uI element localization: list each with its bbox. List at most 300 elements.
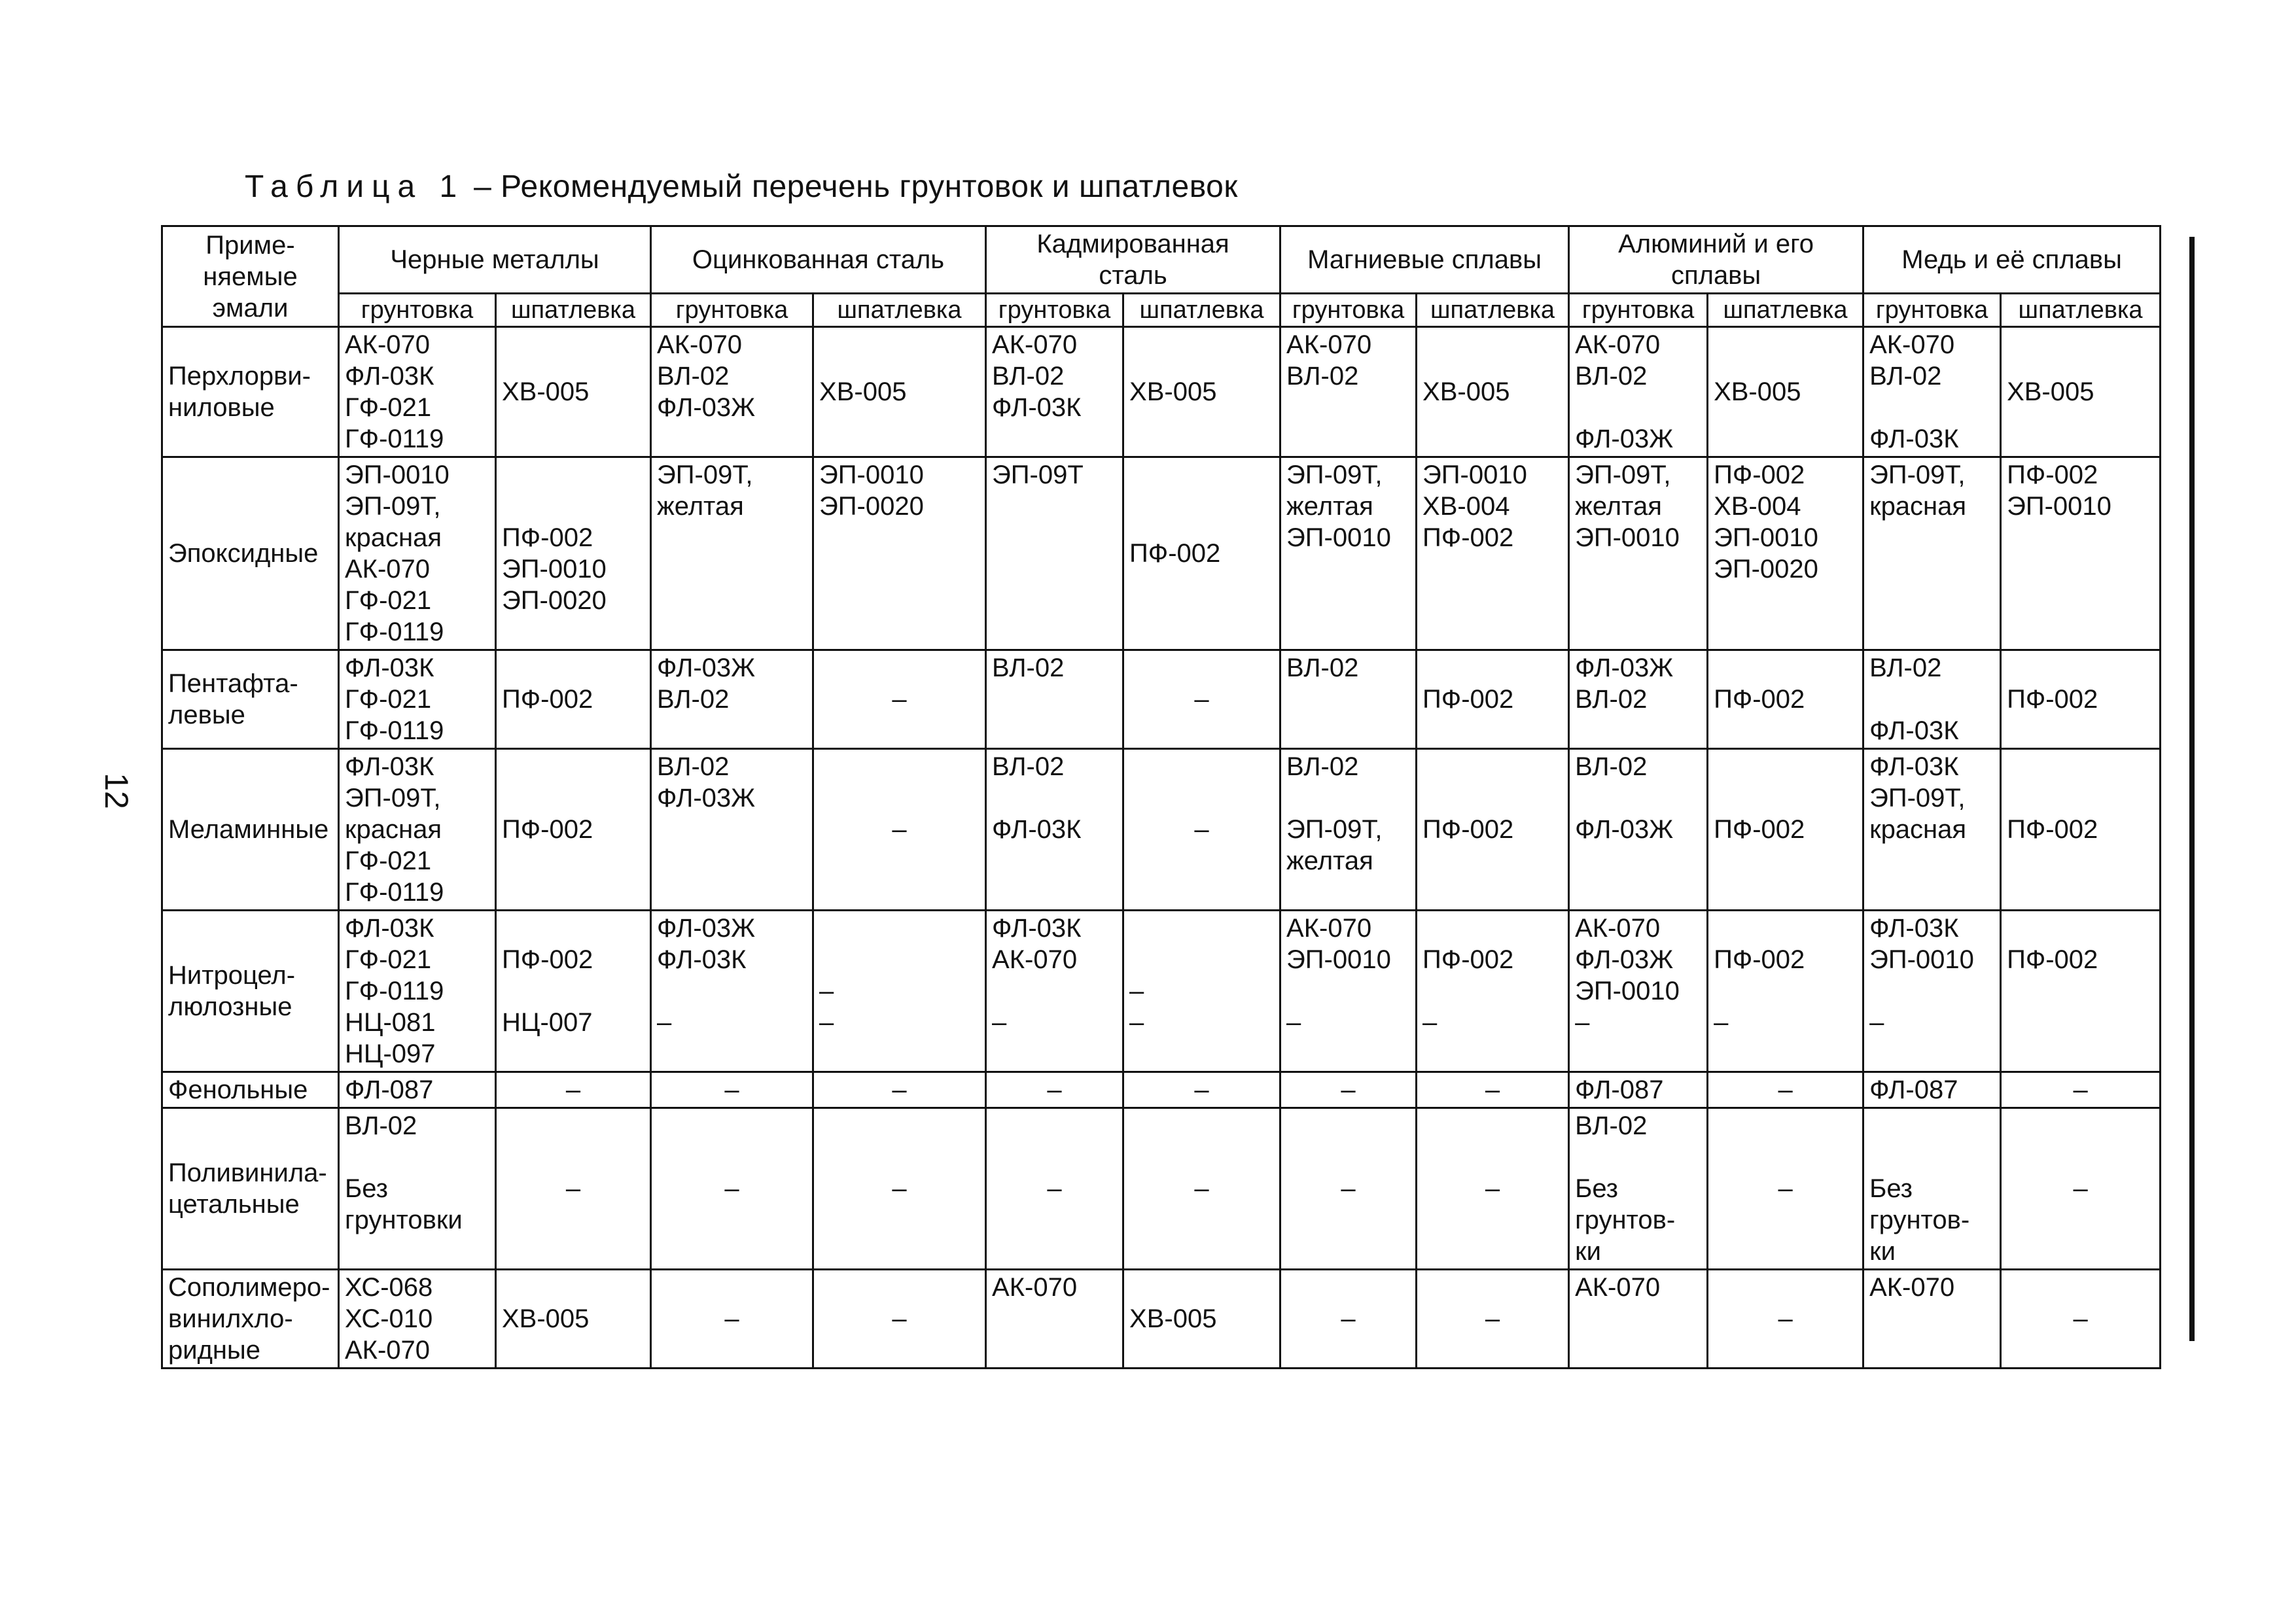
- putty-cell: [2001, 1270, 2161, 1369]
- cell-line: ЭП-09Т,: [1286, 461, 1383, 489]
- cell-line: ПФ-002: [1714, 461, 1805, 489]
- cell-line: Медь и её сплавы: [1901, 245, 2122, 274]
- enamel-name: [162, 749, 339, 911]
- cell-line: эмали: [212, 293, 289, 323]
- cell-line: ХВ-004: [1714, 492, 1801, 521]
- putty-cell: [1708, 650, 1863, 749]
- line-gap: [1714, 913, 1857, 944]
- putty-cell: [813, 457, 986, 650]
- cell-line: ФЛ-03Ж: [657, 393, 756, 422]
- cell-line: ВЛ-02: [657, 752, 730, 781]
- primer-cell: [986, 1072, 1123, 1108]
- cell-line: ПФ-002: [1714, 945, 1805, 974]
- header-group: [1863, 226, 2161, 294]
- primer-cell: [1280, 911, 1417, 1072]
- cell-line: ЭП-09Т,: [345, 784, 441, 812]
- table-row: [162, 1270, 2161, 1369]
- putty-cell: [1123, 749, 1280, 911]
- putty-cell: [2001, 911, 2161, 1072]
- cell-line: ГФ-021: [345, 945, 432, 974]
- putty-cell: [1708, 457, 1863, 650]
- putty-cell: [813, 1270, 986, 1369]
- line-gap: [1129, 913, 1274, 944]
- cell-line: ПФ-002: [1422, 815, 1514, 844]
- cell-line: грунтов-: [1869, 1206, 1970, 1234]
- enamel-name: [162, 1108, 339, 1270]
- cell-line: грунтов-: [1575, 1206, 1676, 1234]
- putty-cell: [1708, 1108, 1863, 1270]
- cell-line: –: [892, 1304, 907, 1333]
- putty-cell: [496, 327, 651, 457]
- line-gap: [1286, 975, 1410, 1007]
- cell-line: –: [1575, 1008, 1590, 1037]
- cell-line: ПФ-002: [1129, 539, 1221, 568]
- line-gap: [1869, 392, 1994, 423]
- primer-cell: [651, 749, 813, 911]
- cell-line: НЦ-097: [345, 1039, 436, 1068]
- cell-line: винилхло-: [168, 1304, 293, 1333]
- cell-line: ЭП-09Т,: [345, 492, 441, 521]
- line-gap: [502, 491, 645, 522]
- cell-line: ЭП-09Т,: [1869, 784, 1966, 812]
- primer-cell: [651, 1270, 813, 1369]
- cell-line: красная: [345, 523, 442, 552]
- cell-line: ЭП-09Т,: [1869, 461, 1966, 489]
- primer-cell: [1280, 650, 1417, 749]
- cell-line: ГФ-0119: [345, 977, 444, 1005]
- cell-line: ФЛ-03К: [1869, 752, 1959, 781]
- putty-cell: [496, 1072, 651, 1108]
- cell-line: АК-070: [345, 555, 431, 584]
- putty-cell: [1123, 327, 1280, 457]
- cell-line: Без: [1575, 1174, 1619, 1203]
- cell-line: –: [724, 1174, 739, 1203]
- primer-cell: [1863, 911, 2001, 1072]
- cell-line: ЭП-0010: [502, 555, 607, 584]
- cell-line: ВЛ-02: [345, 1111, 417, 1140]
- cell-line: ФЛ-03Ж: [1575, 425, 1674, 453]
- cell-line: АК-070: [657, 330, 743, 359]
- header-putty: шпатлевка: [813, 294, 986, 327]
- line-gap: [992, 782, 1117, 814]
- cell-line: ХВ-005: [2007, 377, 2094, 406]
- header-putty: шпатлевка: [496, 294, 651, 327]
- cell-line: –: [1778, 1304, 1793, 1333]
- putty-cell: [496, 749, 651, 911]
- cell-line: ПФ-002: [502, 685, 593, 714]
- cell-line: ГФ-0119: [345, 878, 444, 907]
- cell-line: ВЛ-02: [1286, 654, 1359, 682]
- putty-cell: [2001, 1108, 2161, 1270]
- cell-line: –: [1047, 1075, 1062, 1104]
- cell-line: Без: [1869, 1174, 1913, 1203]
- putty-cell: [813, 749, 986, 911]
- cell-line: –: [657, 1008, 672, 1037]
- enamel-name: [162, 457, 339, 650]
- header-primer: грунтовка: [986, 294, 1123, 327]
- cell-line: ГФ-0119: [345, 618, 444, 646]
- cell-line: Оцинкованная сталь: [692, 245, 945, 274]
- cell-line: люлозные: [168, 992, 292, 1021]
- cell-line: Алюминий и его: [1618, 230, 1814, 258]
- primer-cell: [1569, 650, 1708, 749]
- cell-line: –: [1129, 977, 1144, 1005]
- cell-line: ВЛ-02: [1575, 752, 1648, 781]
- enamel-name: [162, 1270, 339, 1369]
- cell-line: ГФ-021: [345, 846, 432, 875]
- cell-line: Нитроцел-: [168, 961, 296, 990]
- cell-line: –: [1778, 1174, 1793, 1203]
- table-row: [162, 911, 2161, 1072]
- cell-line: ХС-068: [345, 1273, 433, 1302]
- cell-line: АК-070: [1286, 330, 1372, 359]
- primer-cell: [986, 1270, 1123, 1369]
- primer-cell: [1569, 327, 1708, 457]
- cell-line: ВЛ-02: [1869, 654, 1942, 682]
- cell-line: ридные: [168, 1336, 261, 1365]
- header-group: [1280, 226, 1569, 294]
- putty-cell: [1708, 327, 1863, 457]
- cell-line: желтая: [1286, 846, 1373, 875]
- cell-line: –: [1341, 1075, 1356, 1104]
- primers-putties-table: [161, 225, 2161, 1369]
- line-gap: [502, 975, 645, 1007]
- primer-cell: [1863, 749, 2001, 911]
- cell-line: ниловые: [168, 393, 275, 422]
- table-row: [162, 457, 2161, 650]
- putty-cell: [813, 650, 986, 749]
- primer-cell: [1863, 1270, 2001, 1369]
- putty-cell: [1417, 457, 1569, 650]
- cell-line: ФЛ-03К: [992, 914, 1082, 943]
- header-primer: грунтовка: [1280, 294, 1417, 327]
- cell-line: ФЛ-03Ж: [1575, 654, 1674, 682]
- line-gap: [2007, 913, 2154, 944]
- header-enamels: [162, 226, 339, 327]
- line-gap: [992, 975, 1117, 1007]
- putty-cell: [496, 457, 651, 650]
- primer-cell: [651, 911, 813, 1072]
- cell-line: ХВ-005: [502, 377, 590, 406]
- cell-line: ХВ-005: [1714, 377, 1801, 406]
- cell-line: –: [1194, 815, 1209, 844]
- cell-line: НЦ-007: [502, 1008, 593, 1037]
- cell-line: ФЛ-03Ж: [657, 914, 756, 943]
- cell-line: ФЛ-03Ж: [1575, 945, 1674, 974]
- cell-line: АК-070: [1575, 914, 1661, 943]
- cell-line: ПФ-002: [1714, 815, 1805, 844]
- cell-line: ФЛ-03К: [992, 393, 1082, 422]
- cell-line: ВЛ-02: [1869, 362, 1942, 391]
- cell-line: АК-070: [1575, 330, 1661, 359]
- cell-line: ЭП-09Т,: [1575, 461, 1671, 489]
- cell-line: –: [2073, 1075, 2088, 1104]
- putty-cell: [1417, 1270, 1569, 1369]
- putty-cell: [813, 1072, 986, 1108]
- cell-line: –: [2073, 1174, 2088, 1203]
- cell-line: ПФ-002: [1422, 685, 1514, 714]
- cell-line: ФЛ-03К: [345, 914, 434, 943]
- line-gap: [1422, 975, 1563, 1007]
- cell-line: ФЛ-03К: [1869, 914, 1959, 943]
- cell-line: АК-070: [345, 1336, 431, 1365]
- cell-line: красная: [1869, 815, 1967, 844]
- primer-cell: [986, 911, 1123, 1072]
- cell-line: –: [1286, 1008, 1301, 1037]
- cell-line: ФЛ-087: [1575, 1075, 1664, 1104]
- primer-cell: [339, 1108, 496, 1270]
- putty-cell: [496, 1270, 651, 1369]
- cell-line: ВЛ-02: [657, 362, 730, 391]
- primer-cell: [986, 650, 1123, 749]
- cell-line: ПФ-002: [2007, 461, 2098, 489]
- cell-line: ВЛ-02: [992, 362, 1065, 391]
- cell-line: ХВ-005: [1422, 377, 1510, 406]
- putty-cell: [1708, 1072, 1863, 1108]
- cell-line: Магниевые сплавы: [1307, 245, 1542, 274]
- cell-line: АК-070: [992, 1273, 1078, 1302]
- putty-cell: [1417, 1072, 1569, 1108]
- putty-cell: [1123, 1270, 1280, 1369]
- cell-line: ПФ-002: [2007, 945, 2098, 974]
- cell-line: Приме-: [205, 230, 295, 260]
- putty-cell: [496, 1108, 651, 1270]
- cell-line: –: [1778, 1075, 1793, 1104]
- primer-cell: [1280, 457, 1417, 650]
- putty-cell: [2001, 457, 2161, 650]
- line-gap: [657, 975, 807, 1007]
- enamel-name: [162, 327, 339, 457]
- primer-cell: [339, 327, 496, 457]
- cell-line: ЭП-0010: [1422, 461, 1527, 489]
- line-gap: [1422, 913, 1563, 944]
- line-gap: [819, 913, 980, 944]
- table-row: [162, 650, 2161, 749]
- putty-cell: [2001, 327, 2161, 457]
- cell-line: АК-070: [1575, 1273, 1661, 1302]
- cell-line: Поливинила-: [168, 1159, 327, 1187]
- enamel-name: [162, 911, 339, 1072]
- line-gap: [819, 944, 980, 975]
- cell-line: –: [2073, 1304, 2088, 1333]
- primer-cell: [1280, 1108, 1417, 1270]
- primer-cell: [1863, 457, 2001, 650]
- cell-line: цетальные: [168, 1190, 300, 1219]
- cell-line: ВЛ-02: [992, 752, 1065, 781]
- enamel-name: [162, 650, 339, 749]
- putty-cell: [1417, 911, 1569, 1072]
- cell-line: –: [892, 815, 907, 844]
- cell-line: –: [565, 1174, 581, 1203]
- cell-line: –: [892, 1174, 907, 1203]
- line-gap: [345, 1142, 489, 1173]
- cell-line: ЭП-09Т,: [657, 461, 753, 489]
- putty-cell: [1123, 1072, 1280, 1108]
- cell-line: ФЛ-03К: [657, 945, 747, 974]
- cell-line: –: [1714, 1008, 1729, 1037]
- cell-line: –: [1485, 1075, 1500, 1104]
- cell-line: красная: [345, 815, 442, 844]
- primer-cell: [339, 749, 496, 911]
- primer-cell: [1569, 749, 1708, 911]
- cell-line: –: [1047, 1174, 1062, 1203]
- putty-cell: [813, 911, 986, 1072]
- cell-line: ПФ-002: [1422, 523, 1514, 552]
- primer-cell: [339, 650, 496, 749]
- cell-line: АК-070: [992, 330, 1078, 359]
- header-row-subcolumns: [162, 294, 2161, 327]
- cell-line: ХВ-005: [819, 377, 907, 406]
- cell-line: Эпоксидные: [168, 539, 319, 568]
- cell-line: ГФ-0119: [345, 425, 444, 453]
- cell-line: ПФ-002: [2007, 815, 2098, 844]
- enamel-name: [162, 1072, 339, 1108]
- primer-cell: [339, 1270, 496, 1369]
- cell-line: АК-070: [1869, 330, 1955, 359]
- cell-line: Фенольные: [168, 1075, 308, 1104]
- primer-cell: [1569, 1270, 1708, 1369]
- cell-line: ЭП-0010: [345, 461, 450, 489]
- primer-cell: [986, 749, 1123, 911]
- primer-cell: [1280, 1270, 1417, 1369]
- header-putty: шпатлевка: [1417, 294, 1569, 327]
- cell-line: ФЛ-03К: [1869, 425, 1959, 453]
- cell-line: ПФ-002: [1422, 945, 1514, 974]
- cell-line: ПФ-002: [1714, 685, 1805, 714]
- cell-line: ФЛ-03К: [345, 362, 434, 391]
- cell-line: –: [1341, 1174, 1356, 1203]
- cell-line: красная: [1869, 492, 1967, 521]
- header-group: [339, 226, 651, 294]
- cell-line: няемые: [203, 262, 298, 291]
- putty-cell: [1417, 749, 1569, 911]
- putty-cell: [1417, 1108, 1569, 1270]
- header-row-groups: [162, 226, 2161, 294]
- cell-line: ПФ-002: [502, 945, 593, 974]
- cell-line: ЭП-0020: [819, 492, 924, 521]
- cell-line: ФЛ-03Ж: [657, 784, 756, 812]
- cell-line: ГФ-0119: [345, 716, 444, 745]
- cell-line: ХВ-005: [1129, 1304, 1217, 1333]
- header-primer: грунтовка: [1569, 294, 1708, 327]
- line-gap: [1869, 684, 1994, 715]
- primer-cell: [1569, 1072, 1708, 1108]
- putty-cell: [2001, 1072, 2161, 1108]
- cell-line: ХС-010: [345, 1304, 433, 1333]
- primer-cell: [651, 327, 813, 457]
- primer-cell: [651, 1072, 813, 1108]
- line-gap: [1714, 975, 1857, 1007]
- header-primer: грунтовка: [1863, 294, 2001, 327]
- cell-line: ВЛ-02: [1575, 1111, 1648, 1140]
- header-group: [1569, 226, 1863, 294]
- cell-line: Сополимеро-: [168, 1273, 330, 1302]
- cell-line: АК-070: [1286, 914, 1372, 943]
- header-primer: грунтовка: [339, 294, 496, 327]
- cell-line: сплавы: [1670, 261, 1761, 290]
- cell-line: Черные металлы: [390, 245, 599, 274]
- cell-line: –: [1422, 1008, 1438, 1037]
- cell-line: желтая: [657, 492, 744, 521]
- cell-line: –: [892, 1075, 907, 1104]
- primer-cell: [651, 650, 813, 749]
- primer-cell: [1863, 1072, 2001, 1108]
- primer-cell: [1280, 327, 1417, 457]
- cell-line: –: [1194, 1174, 1209, 1203]
- cell-line: ХВ-004: [1422, 492, 1510, 521]
- cell-line: Без: [345, 1174, 388, 1203]
- header-putty: шпатлевка: [2001, 294, 2161, 327]
- header-putty: шпатлевка: [1123, 294, 1280, 327]
- cell-line: –: [1485, 1174, 1500, 1203]
- cell-line: ЭП-0010: [1575, 977, 1680, 1005]
- primer-cell: [651, 1108, 813, 1270]
- cell-line: ЭП-0010: [1714, 523, 1818, 552]
- cell-line: ПФ-002: [502, 523, 593, 552]
- line-gap: [1286, 782, 1410, 814]
- putty-cell: [1708, 911, 1863, 1072]
- line-gap: [502, 913, 645, 944]
- cell-line: НЦ-081: [345, 1008, 436, 1037]
- primer-cell: [986, 457, 1123, 650]
- cell-line: –: [724, 1304, 739, 1333]
- table-row: [162, 327, 2161, 457]
- table-title-text: – Рекомендуемый перечень грунтовок и шпатлевок: [465, 169, 1238, 204]
- primer-cell: [1863, 1108, 2001, 1270]
- putty-cell: [2001, 749, 2161, 911]
- cell-line: желтая: [1286, 492, 1373, 521]
- primer-cell: [1569, 457, 1708, 650]
- cell-line: ФЛ-03Ж: [1575, 815, 1674, 844]
- cell-line: ВЛ-02: [1286, 362, 1359, 391]
- cell-line: –: [1485, 1304, 1500, 1333]
- cell-line: грунтовки: [345, 1206, 463, 1234]
- cell-line: ХВ-005: [1129, 377, 1217, 406]
- cell-line: –: [1194, 1075, 1209, 1104]
- line-gap: [1869, 1110, 1994, 1142]
- cell-line: ГФ-021: [345, 685, 432, 714]
- cell-line: ЭП-0010: [1286, 945, 1391, 974]
- table-row: [162, 1072, 2161, 1108]
- cell-line: ФЛ-087: [1869, 1075, 1958, 1104]
- line-gap: [1869, 975, 1994, 1007]
- cell-line: ФЛ-03К: [992, 815, 1082, 844]
- cell-line: –: [819, 1008, 834, 1037]
- cell-line: ЭП-0010: [1575, 523, 1680, 552]
- cell-line: Пентафта-: [168, 669, 298, 698]
- primer-cell: [339, 1072, 496, 1108]
- cell-line: –: [1194, 685, 1209, 714]
- cell-line: ки: [1869, 1237, 1896, 1266]
- page-number: 12: [97, 773, 135, 809]
- cell-line: –: [892, 685, 907, 714]
- header-primer: грунтовка: [651, 294, 813, 327]
- line-gap: [1129, 944, 1274, 975]
- cell-line: –: [992, 1008, 1007, 1037]
- cell-line: ЭП-0020: [1714, 555, 1818, 584]
- putty-cell: [496, 911, 651, 1072]
- putty-cell: [1123, 1108, 1280, 1270]
- putty-cell: [1123, 911, 1280, 1072]
- cell-line: ВЛ-02: [657, 685, 730, 714]
- primer-cell: [339, 911, 496, 1072]
- cell-line: –: [1129, 1008, 1144, 1037]
- margin-rule: [2189, 237, 2195, 1341]
- cell-line: ФЛ-03К: [1869, 716, 1959, 745]
- cell-line: ХВ-005: [502, 1304, 590, 1333]
- cell-line: –: [565, 1075, 581, 1104]
- cell-line: ГФ-021: [345, 586, 432, 615]
